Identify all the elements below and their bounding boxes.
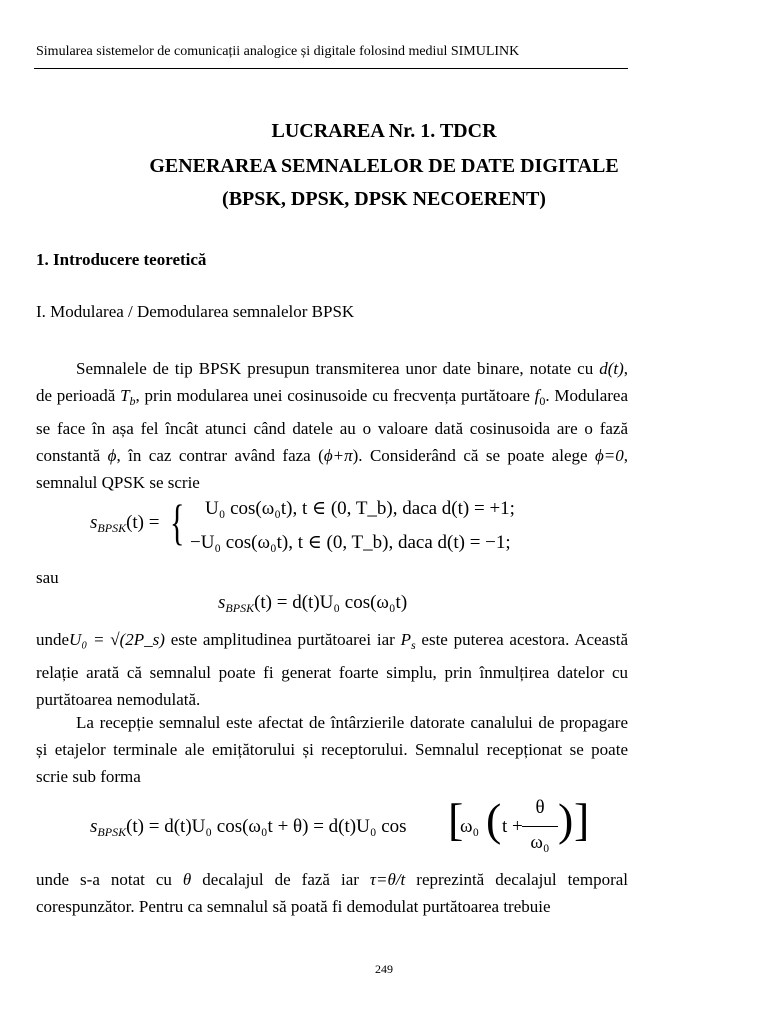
text: reprezintă decalajul temporal corespunzător. Pentru ca semnalul să poată fi demodulat purtătoarea trebuie — [36, 870, 629, 916]
paragraph-bpsk-intro — [36, 355, 628, 496]
symbol-theta: θ — [182, 870, 192, 889]
equation-t-plus: t + — [502, 816, 523, 837]
fraction-bar — [522, 826, 558, 827]
header-rule — [34, 68, 628, 69]
text: este puterea acestora. Această relație arată că semnalul poate fi generat foarte simplu, prin înmulțirea datelor cu purtătoarea nemodulată. — [36, 630, 628, 709]
paragraph-reception — [36, 709, 628, 790]
page-number: 249 — [375, 962, 393, 976]
paren-right: ) — [558, 794, 574, 845]
symbol-ps-sub: s — [410, 638, 416, 652]
symbol-f0-sub: 0 — [539, 394, 546, 408]
symbol-ps: P — [400, 630, 411, 649]
lab-title: LUCRAREA Nr. 1. TDCR — [271, 120, 497, 142]
paragraph-amplitude — [36, 626, 628, 713]
equation-received-signal: $s_{BPSK}(t) = d(t)U_0$ cos(ω₀t + θ) = d(t)U₀ cos — [90, 816, 407, 839]
text: decalajul de fază iar — [191, 870, 370, 889]
text: , semnalul QPSK se scrie — [36, 446, 628, 492]
equation-bpsk-compact: $s_{BPSK}(t) = d(t)U_0$ cos(ω₀t) — [218, 592, 408, 615]
text: , de perioadă — [36, 359, 628, 405]
symbol-tau: τ=θ/t — [369, 870, 406, 889]
equation-brace: { — [170, 494, 185, 550]
equation-omega: ω₀ — [460, 816, 480, 837]
formula-u0: U₀ = √(2P_s) — [69, 630, 165, 649]
symbol-tb: T — [120, 386, 130, 405]
text: , în caz contrar având faza ( — [116, 446, 324, 465]
text: unde s-a notat cu — [36, 870, 183, 889]
fraction-denominator: ω₀ — [530, 832, 550, 853]
symbol-tb-sub: b — [129, 394, 136, 408]
subsection-heading: I. Modularea / Demodularea semnalelor BPSK — [36, 302, 355, 321]
paren-left: ( — [486, 794, 502, 845]
equation-bpsk-lhs: $s_{BPSK}(t)$ = — [90, 512, 160, 535]
text: ). Considerând că se poate alege — [352, 446, 595, 465]
symbol-phi-zero: ϕ=0 — [594, 446, 624, 465]
equation-bpsk-row-1: U₀ cos(ω₀t), t ∈ (0, T_b), daca d(t) = +1; — [205, 498, 515, 519]
text-unde: unde — [36, 630, 70, 649]
text: Semnalele de tip BPSK presupun transmiterea unor date binare, notate cu — [76, 359, 600, 378]
bracket-left: [ — [448, 794, 464, 845]
lab-subtitle: GENERAREA SEMNALELOR DE DATE DIGITALE — [149, 155, 619, 177]
symbol-phi: ϕ — [107, 446, 117, 465]
symbol-f0: f — [534, 386, 540, 405]
running-header: Simularea sistemelor de comunicații analogice și digitale folosind mediul SIMULINK — [36, 44, 520, 59]
fraction-numerator: θ — [535, 797, 545, 818]
lab-subtitle-modulations: (BPSK, DPSK, DPSK NECOERENT) — [222, 188, 546, 210]
symbol-d-t: d(t) — [599, 359, 624, 378]
bracket-right: ] — [574, 794, 590, 845]
text: , prin modularea unei cosinusoide cu frecvența purtătoare — [135, 386, 535, 405]
text: este amplitudinea purtătoarei iar — [164, 630, 401, 649]
text: La recepție semnalul este afectat de întârzierile datorate canalului de propagare și etajelor terminale ale emițătorului și receptorului. Semnalul recepționat se poate scrie sub forma — [36, 713, 628, 786]
paragraph-phase-offset — [36, 866, 628, 920]
section-heading: 1. Introducere teoretică — [36, 250, 207, 269]
equation-bpsk-row-2: −U₀ cos(ω₀t), t ∈ (0, T_b), daca d(t) = −1; — [190, 532, 511, 553]
text: . Modularea se face în așa fel încât atunci când datele au o valoare dată cosinusoida are o fază constantă — [36, 386, 629, 465]
text-sau: sau — [36, 568, 59, 587]
symbol-phi-pi: ϕ+π — [323, 446, 353, 465]
